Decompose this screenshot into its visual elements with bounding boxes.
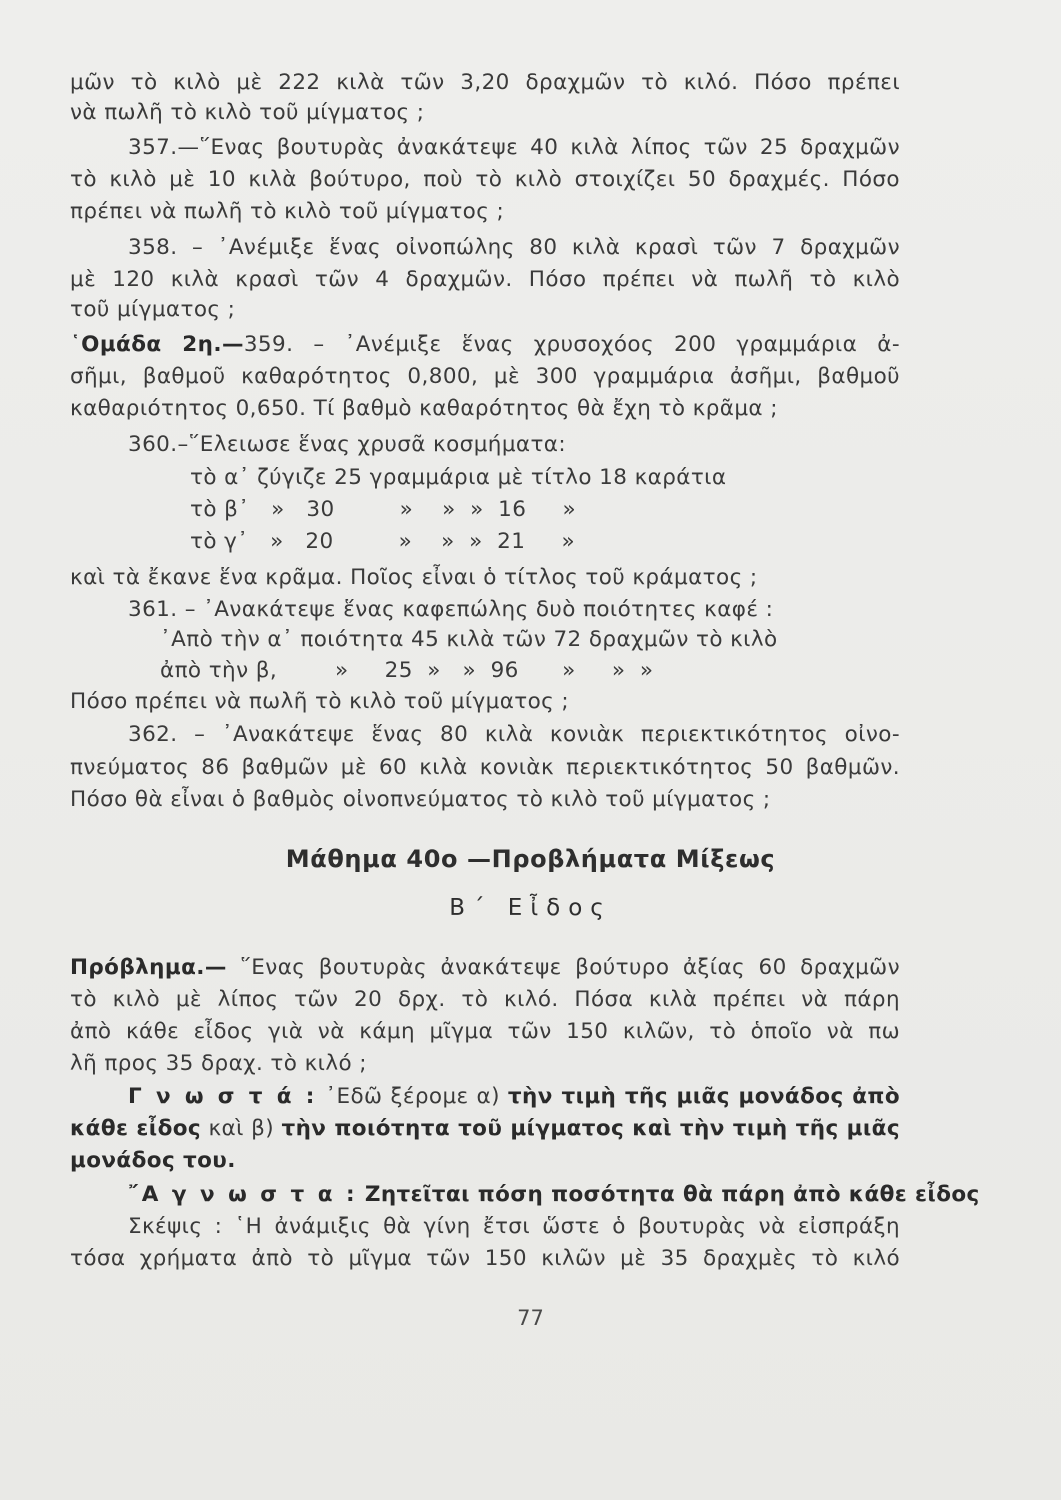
known-line bbox=[70, 1146, 900, 1176]
table-row: τὸ β᾿ » 30 » » » 16 » bbox=[190, 497, 577, 522]
text-line: 360.–῞Ελειωσε ἕνας χρυσᾶ κοσμήματα: bbox=[128, 432, 567, 457]
text-line: νὰ πωλῆ τὸ κιλὸ τοῦ μίγματος ; bbox=[70, 100, 425, 125]
text-line: τὸ κιλὸ μὲ λίπος τῶν 20 δρχ. τὸ κιλό. Πόσα κιλὰ πρέπει νὰ πάρη bbox=[70, 987, 900, 1012]
text-line: πνεύματος 86 βαθμῶν μὲ 60 κιλὰ κονιὰκ περιεκτικότητος 50 βαθμῶν. bbox=[70, 755, 900, 780]
text-line: τοῦ μίγματος ; bbox=[70, 297, 236, 322]
text-line: μὲ 120 κιλὰ κρασὶ τῶν 4 δραχμῶν. Πόσο πρέπει νὰ πωλῆ τὸ κιλὸ bbox=[70, 267, 900, 292]
text-line: Πόσο θὰ εἶναι ὁ βαθμὸς οἰνοπνεύματος τὸ κιλὸ τοῦ μίγματος ; bbox=[70, 787, 771, 812]
lesson-title: Μάθημα 40ο —Προβλήματα Μίξεως bbox=[285, 845, 776, 873]
text-line: 361. – ᾿Ανακάτεψε ἕνας καφεπώλης δυὸ ποιότητες καφέ : bbox=[128, 597, 774, 622]
known-line bbox=[128, 1082, 900, 1112]
text-fragment-bold: κάθε εἶδος bbox=[70, 1116, 202, 1141]
known-label: Γ ν ω σ τ ά : bbox=[128, 1084, 318, 1109]
text-fragment: ᾿Εδῶ ξέρομε α) bbox=[325, 1084, 500, 1109]
unknown-line bbox=[128, 1180, 980, 1210]
table-row: τὸ α᾿ ζύγιζε 25 γραμμάρια μὲ τίτλο 18 καράτια bbox=[190, 465, 727, 490]
text-fragment-bold: Ζητεῖται πόση ποσότητα θὰ πάρη ἀπὸ κάθε εἶδος bbox=[364, 1182, 980, 1207]
table-row: ᾿Απὸ τὴν α᾿ ποιότητα 45 κιλὰ τῶν 72 δραχμῶν τὸ κιλὸ bbox=[160, 627, 778, 652]
text-fragment-bold: τὴν τιμὴ τῆς μιᾶς μονάδος ἀπὸ bbox=[507, 1084, 900, 1109]
unknown-label: ῎Α γ ν ω σ τ α : bbox=[128, 1182, 358, 1207]
text-line: ῞Ενας βουτυρὰς ἀνακάτεψε βούτυρο ἀξίας 60 δραχμῶν bbox=[240, 955, 900, 980]
text-line: Σκέψις : ῾Η ἀνάμιξις θὰ γίνη ἔτσι ὥστε ὁ βουτυρὰς νὰ εἰσπράξη bbox=[128, 1214, 900, 1239]
page-number: 77 bbox=[517, 1306, 544, 1330]
text-line: 362. – ᾿Ανακάτεψε ἕνας 80 κιλὰ κονιὰκ περιεκτικότητος οἰνο- bbox=[128, 722, 900, 747]
text-line: τὸ κιλὸ μὲ 10 κιλὰ βούτυρο, ποὺ τὸ κιλὸ στοιχίζει 50 δραχμές. Πόσο bbox=[70, 167, 900, 192]
text-line: Πόσο πρέπει νὰ πωλῆ τὸ κιλὸ τοῦ μίγματος ; bbox=[70, 689, 570, 714]
text-line: λῆ προς 35 δραχ. τὸ κιλό ; bbox=[70, 1051, 367, 1076]
problem-label: Πρόβλημα.— bbox=[70, 955, 227, 980]
lesson-subtitle: Β΄ Εἶδος bbox=[449, 895, 612, 921]
table-row: ἀπὸ τὴν β, » 25 » » 96 » » » bbox=[160, 658, 654, 683]
known-line bbox=[70, 1114, 900, 1144]
group-label: ῾Ομάδα 2η.— bbox=[70, 332, 244, 357]
text-line: πρέπει νὰ πωλῆ τὸ κιλὸ τοῦ μίγματος ; bbox=[70, 199, 505, 224]
text-line: σῆμι, βαθμοῦ καθαρότητος 0,800, μὲ 300 γραμμάρια ἀσῆμι, βαθμοῦ bbox=[70, 364, 900, 389]
text-fragment-bold: τὴν ποιότητα τοῦ μίγματος καὶ τὴν τιμὴ τῆς μιᾶς bbox=[281, 1116, 900, 1141]
text-line: 357.—῞Ενας βουτυρὰς ἀνακάτεψε 40 κιλὰ λίπος τῶν 25 δραχμῶν bbox=[128, 135, 900, 160]
text-fragment: καὶ β) bbox=[208, 1116, 275, 1141]
text-fragment-bold: μονάδος του. bbox=[70, 1148, 236, 1173]
problem-line bbox=[70, 953, 900, 983]
text-line: τόσα χρήματα ἀπὸ τὸ μῖγμα τῶν 150 κιλῶν μὲ 35 δραχμὲς τὸ κιλό bbox=[70, 1246, 900, 1271]
text-line: μῶν τὸ κιλὸ μὲ 222 κιλὰ τῶν 3,20 δραχμῶν τὸ κιλό. Πόσο πρέπει bbox=[70, 70, 900, 95]
text-line: 359. – ᾿Ανέμιξε ἕνας χρυσοχόος 200 γραμμάρια ἀ- bbox=[243, 332, 900, 357]
group-line bbox=[70, 330, 900, 360]
text-line: 358. – ᾿Ανέμιξε ἕνας οἰνοπώλης 80 κιλὰ κρασὶ τῶν 7 δραχμῶν bbox=[128, 235, 900, 260]
text-line: ἀπὸ κάθε εἶδος γιὰ νὰ κάμη μῖγμα τῶν 150 κιλῶν, τὸ ὁποῖο νὰ πω bbox=[70, 1019, 900, 1044]
table-row: τὸ γ᾿ » 20 » » » 21 » bbox=[190, 529, 576, 554]
text-line: καθαριότητος 0,650. Τί βαθμὸ καθαρότητος θὰ ἔχη τὸ κρᾶμα ; bbox=[70, 396, 778, 421]
text-line: καὶ τὰ ἔκανε ἕνα κρᾶμα. Ποῖος εἶναι ὁ τίτλος τοῦ κράματος ; bbox=[70, 565, 758, 590]
